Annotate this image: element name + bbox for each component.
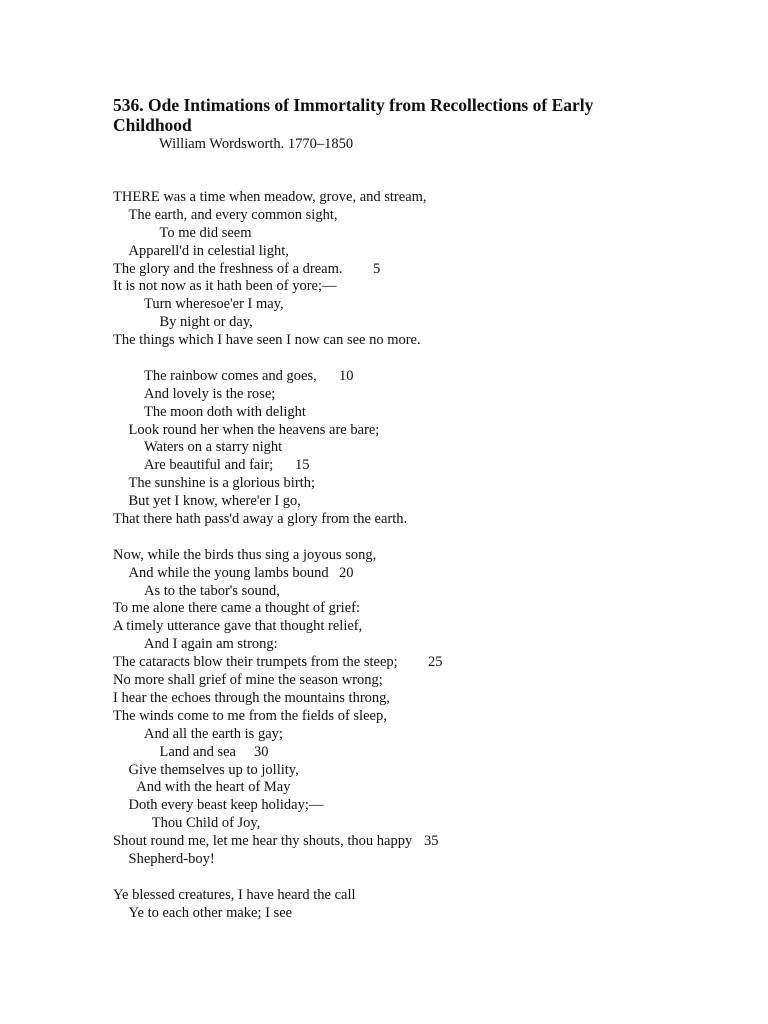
line-number: 15 <box>295 457 310 474</box>
poem-line-text: I hear the echoes through the mountains throng, <box>113 689 391 706</box>
poem-line-text: A timely utterance gave that thought relief, <box>113 618 363 635</box>
poem-line-text: And with the heart of May <box>136 779 291 796</box>
author-line: William Wordsworth. 1770–1850 <box>159 136 354 152</box>
stanza-break <box>113 869 633 887</box>
poem-line-text: The winds come to me from the fields of sleep, <box>113 707 387 724</box>
poem-line <box>113 762 633 780</box>
poem-line-text: The moon doth with delight <box>144 403 306 420</box>
poem-line-text: Ye blessed creatures, I have heard the call <box>113 886 356 903</box>
poem-line <box>113 565 633 583</box>
poem-line-text: Apparell'd in celestial light, <box>128 242 289 259</box>
poem-line-text: Land and sea <box>159 743 236 760</box>
poem-line-text: Shout round me, let me hear thy shouts, thou happy <box>113 833 413 850</box>
poem-line-text: But yet I know, where'er I go, <box>128 493 301 510</box>
poem-line <box>113 779 633 797</box>
poem-line <box>113 278 633 296</box>
poem-line <box>113 654 633 672</box>
poem-line-text: And all the earth is gay; <box>144 725 283 742</box>
poem-line <box>113 368 633 386</box>
poem-line <box>113 296 633 314</box>
poem-line <box>113 851 633 869</box>
poem-line <box>113 690 633 708</box>
page-title: 536. Ode Intimations of Immortality from Recollections of Early Childhood <box>113 95 594 135</box>
poem-line <box>113 475 633 493</box>
line-number: 35 <box>424 833 439 850</box>
poem-line <box>113 797 633 815</box>
poem-line-text: Ye to each other make; I see <box>128 904 293 921</box>
line-number: 20 <box>339 564 354 581</box>
poem-line-text: Waters on a starry night <box>144 439 283 456</box>
poem-line-text: Now, while the birds thus sing a joyous song, <box>113 546 377 563</box>
poem-line <box>113 708 633 726</box>
poem-line <box>113 422 633 440</box>
poem-line <box>113 887 633 905</box>
poem-line <box>113 439 633 457</box>
poem-line-text: And I again am strong: <box>144 636 278 653</box>
poem-line <box>113 815 633 833</box>
poem-line <box>113 207 633 225</box>
poem-line-text: To me did seem <box>159 224 252 241</box>
poem-line-text: Doth every beast keep holiday;— <box>128 797 324 814</box>
poem-line-text: That there hath pass'd away a glory from the earth. <box>113 511 408 528</box>
poem-line-text: The cataracts blow their trumpets from the steep; <box>113 654 398 671</box>
poem-body <box>113 189 633 923</box>
poem-line <box>113 636 633 654</box>
poem-line <box>113 261 633 279</box>
poem-line <box>113 386 633 404</box>
poem-line-text: As to the tabor's sound, <box>144 582 280 599</box>
poem-line-text: It is not now as it hath been of yore;— <box>113 278 337 295</box>
poem-line-text: Thou Child of Joy, <box>151 815 261 832</box>
poem-line-text: And lovely is the rose; <box>144 385 276 402</box>
poem-line-text: The earth, and every common sight, <box>128 206 338 223</box>
poem-line-text: And while the young lambs bound <box>128 564 329 581</box>
poem-line-text: Look round her when the heavens are bare; <box>128 421 380 438</box>
line-number: 30 <box>254 743 269 760</box>
poem-line-text: The sunshine is a glorious birth; <box>128 475 315 492</box>
poem-line <box>113 457 633 475</box>
poem-line <box>113 905 633 923</box>
poem-line-text: Turn wheresoe'er I may, <box>144 296 284 313</box>
stanza-break <box>113 350 633 368</box>
poem-line-text: To me alone there came a thought of grief: <box>113 600 360 617</box>
line-number: 25 <box>428 654 443 671</box>
poem-line <box>113 583 633 601</box>
line-number: 5 <box>373 260 381 277</box>
line-number: 10 <box>339 367 354 384</box>
poem-line-text: Are beautiful and fair; <box>144 457 274 474</box>
poem-line <box>113 493 633 511</box>
poem-line <box>113 404 633 422</box>
poem-line <box>113 189 633 207</box>
poem-line <box>113 672 633 690</box>
poem-line-text: Give themselves up to jollity, <box>128 761 299 778</box>
poem-line-text: The rainbow comes and goes, <box>144 367 317 384</box>
poem-line <box>113 833 633 851</box>
poem-line <box>113 600 633 618</box>
poem-line <box>113 332 633 350</box>
poem-line <box>113 243 633 261</box>
poem-line <box>113 547 633 565</box>
poem-line <box>113 726 633 744</box>
stanza-break <box>113 529 633 547</box>
poem-line-text: The glory and the freshness of a dream. <box>113 260 343 277</box>
poem-line-text: By night or day, <box>159 314 253 331</box>
poem-line <box>113 314 633 332</box>
poem-line <box>113 618 633 636</box>
poem-line <box>113 744 633 762</box>
poem-line-text: The things which I have seen I now can see no more. <box>113 332 421 349</box>
poem-line-text: No more shall grief of mine the season wrong; <box>113 672 383 689</box>
poem-line-text: Shepherd-boy! <box>128 850 215 867</box>
poem-line-text: THERE was a time when meadow, grove, and stream, <box>113 189 427 205</box>
poem-line <box>113 511 633 529</box>
poem-line <box>113 225 633 243</box>
